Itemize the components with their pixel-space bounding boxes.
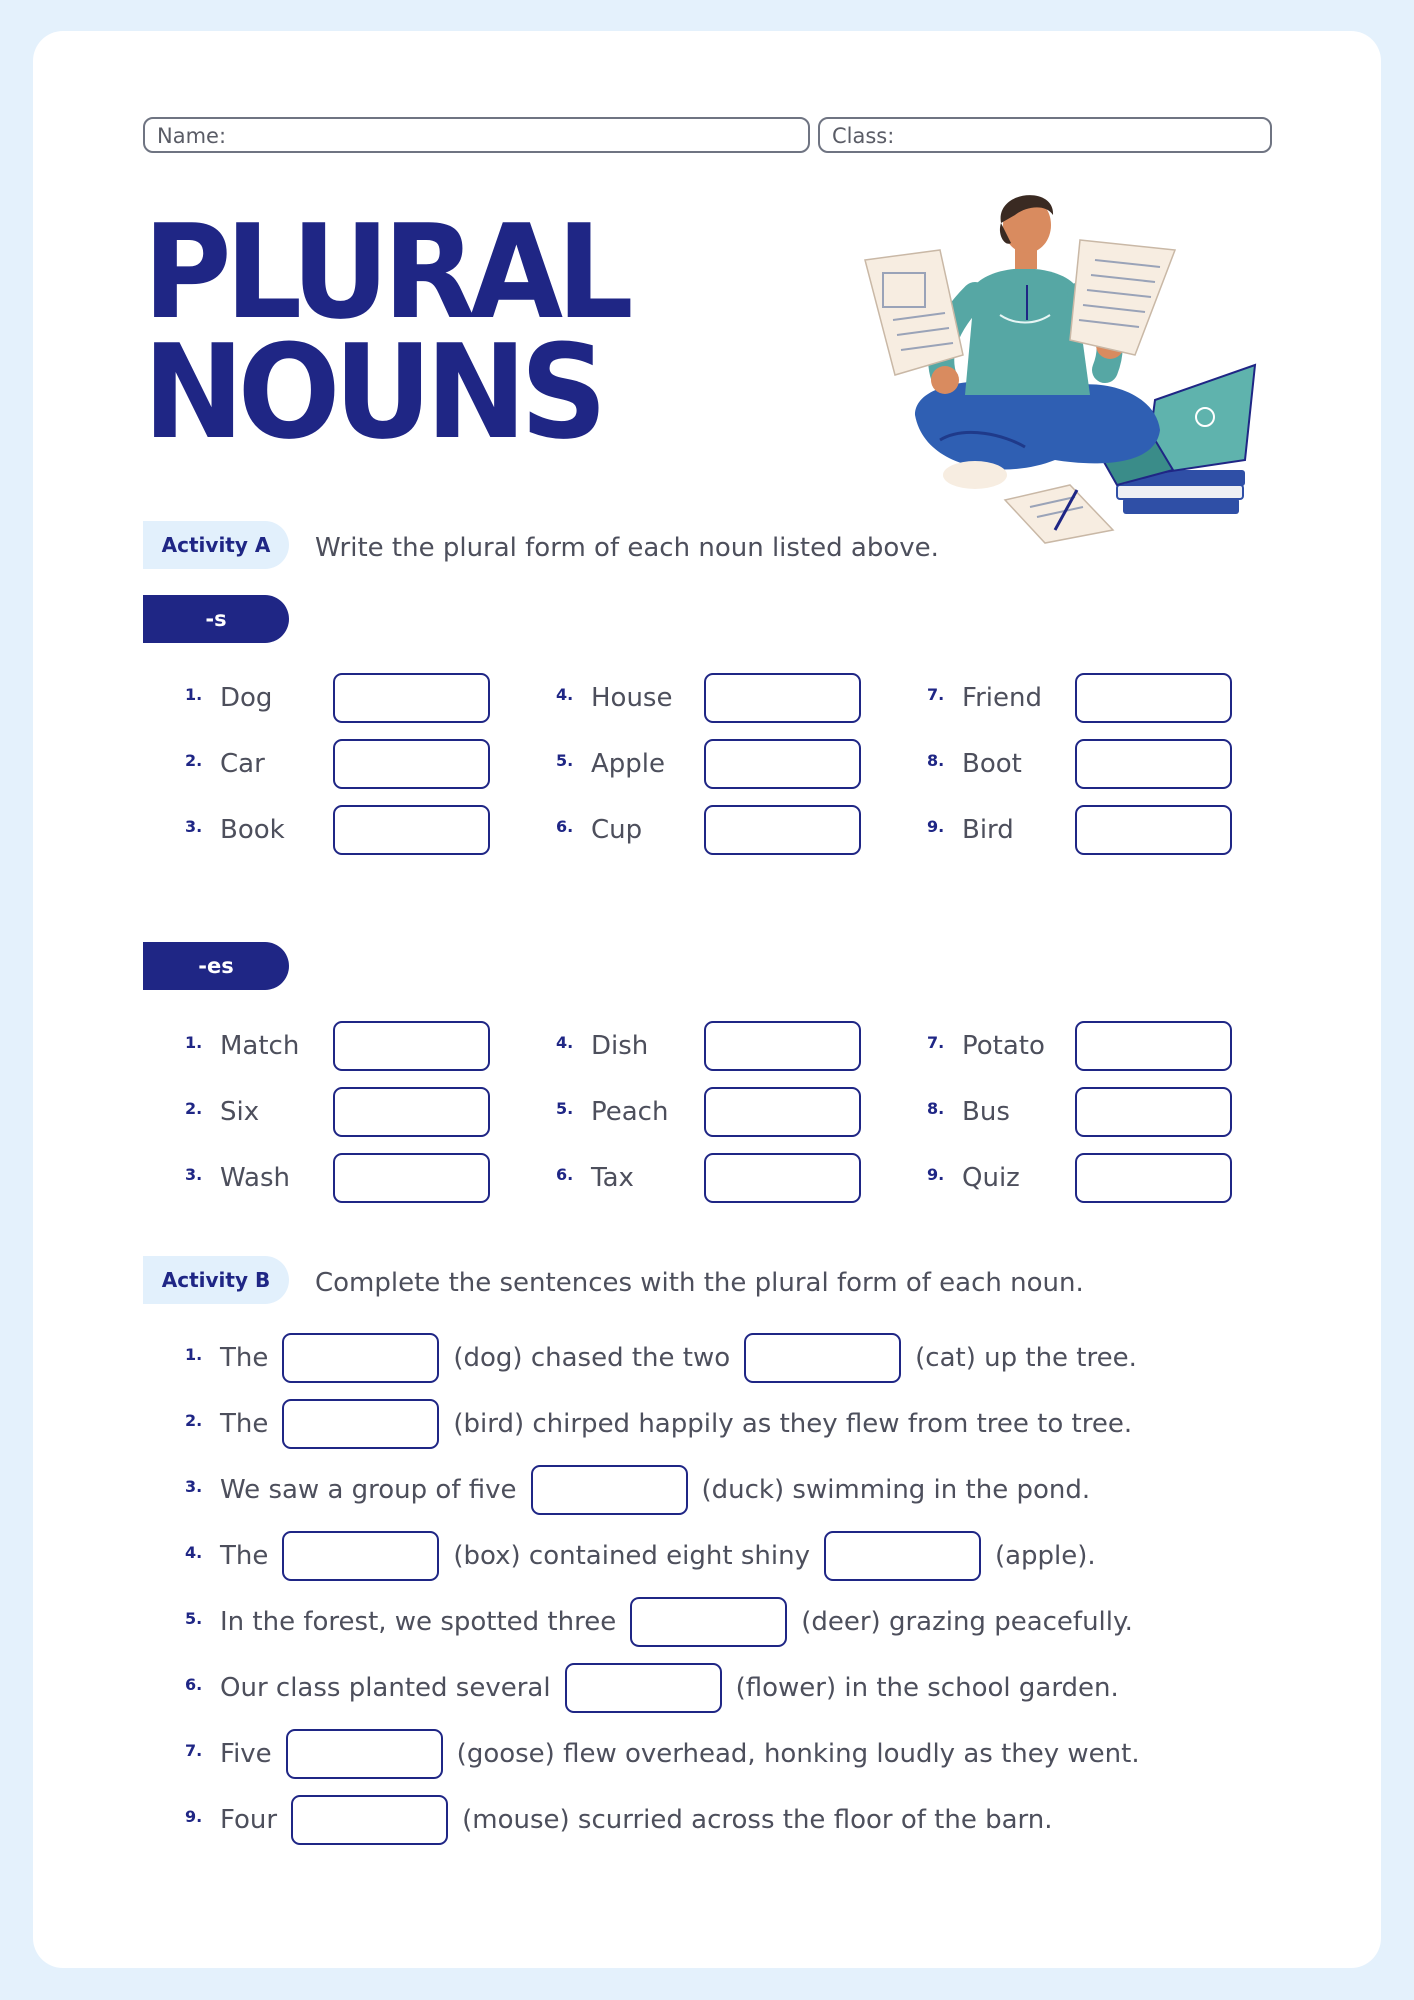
answer-box[interactable] — [333, 1087, 490, 1137]
answer-box[interactable] — [704, 1021, 861, 1071]
sentence-text: We saw a group of five — [220, 1475, 517, 1505]
item-number: 1. — [185, 1033, 203, 1052]
item-number: 4. — [556, 685, 574, 704]
noun-word: Bird — [962, 815, 1014, 845]
sentence-text: (cat) up the tree. — [915, 1343, 1137, 1373]
sentence-text: The — [220, 1343, 269, 1373]
answer-box[interactable] — [333, 1153, 490, 1203]
sentence-number: 5. — [185, 1609, 203, 1628]
title-line-2: NOUNS — [143, 316, 601, 468]
noun-word: Dog — [220, 683, 273, 713]
sentence-answer-box[interactable] — [282, 1531, 439, 1581]
item-number: 3. — [185, 1165, 203, 1184]
answer-box[interactable] — [333, 805, 490, 855]
item-number: 7. — [927, 685, 945, 704]
item-number: 5. — [556, 751, 574, 770]
sentence-text: Four — [220, 1805, 278, 1835]
sentence-text: (apple). — [994, 1541, 1096, 1571]
sentence-number: 1. — [185, 1345, 203, 1364]
sentence-answer-box[interactable] — [744, 1333, 901, 1383]
sentence-text: (flower) in the school garden. — [735, 1673, 1119, 1703]
noun-word: Six — [220, 1097, 260, 1127]
sentence-text: (goose) flew overhead, honking loudly as they went. — [456, 1739, 1140, 1769]
item-number: 9. — [927, 1165, 945, 1184]
noun-word: Car — [220, 749, 265, 779]
sentence-text: (box) contained eight shiny — [453, 1541, 810, 1571]
name-label: Name: — [157, 124, 227, 148]
item-number: 2. — [185, 751, 203, 770]
sentence-number: 4. — [185, 1543, 203, 1562]
noun-word: Cup — [591, 815, 643, 845]
sentence-text: The — [220, 1409, 269, 1439]
answer-box[interactable] — [1075, 1153, 1232, 1203]
sentence-number: 2. — [185, 1411, 203, 1430]
answer-box[interactable] — [1075, 673, 1232, 723]
group-s-label: -s — [143, 595, 289, 643]
reading-person-illustration — [855, 185, 1275, 545]
noun-word: Peach — [591, 1097, 669, 1127]
answer-box[interactable] — [333, 1021, 490, 1071]
item-number: 9. — [927, 817, 945, 836]
group-es-label: -es — [143, 942, 289, 990]
sentence-answer-box[interactable] — [565, 1663, 722, 1713]
answer-box[interactable] — [1075, 1087, 1232, 1137]
activity-b-label: Activity B — [143, 1256, 289, 1304]
answer-box[interactable] — [704, 739, 861, 789]
name-field[interactable] — [143, 117, 810, 153]
noun-word: Dish — [591, 1031, 649, 1061]
item-number: 4. — [556, 1033, 574, 1052]
sentence-answer-box[interactable] — [282, 1333, 439, 1383]
item-number: 3. — [185, 817, 203, 836]
noun-word: Bus — [962, 1097, 1010, 1127]
sentence-text: In the forest, we spotted three — [220, 1607, 617, 1637]
answer-box[interactable] — [704, 673, 861, 723]
item-number: 8. — [927, 751, 945, 770]
sentence-text: (duck) swimming in the pond. — [701, 1475, 1091, 1505]
sentence-answer-box[interactable] — [531, 1465, 688, 1515]
activity-a-instruction: Write the plural form of each noun listed above. — [315, 533, 939, 563]
sentence-answer-box[interactable] — [630, 1597, 787, 1647]
item-number: 2. — [185, 1099, 203, 1118]
sentence-text: (deer) grazing peacefully. — [801, 1607, 1133, 1637]
sentence-text: (mouse) scurried across the floor of the barn. — [462, 1805, 1053, 1835]
answer-box[interactable] — [1075, 1021, 1232, 1071]
noun-word: Friend — [962, 683, 1042, 713]
sentence-answer-box[interactable] — [286, 1729, 443, 1779]
sentence-number: 3. — [185, 1477, 203, 1496]
answer-box[interactable] — [704, 1153, 861, 1203]
answer-box[interactable] — [333, 673, 490, 723]
sentence-answer-box[interactable] — [824, 1531, 981, 1581]
noun-word: Potato — [962, 1031, 1045, 1061]
answer-box[interactable] — [333, 739, 490, 789]
sentence-number: 9. — [185, 1807, 203, 1826]
sentence-text: Our class planted several — [220, 1673, 551, 1703]
noun-word: Book — [220, 815, 285, 845]
title-line-1: PLURAL — [143, 196, 628, 348]
sentence-text: (dog) chased the two — [453, 1343, 731, 1373]
item-number: 7. — [927, 1033, 945, 1052]
activity-b-instruction: Complete the sentences with the plural form of each noun. — [315, 1268, 1084, 1298]
sentence-text: The — [220, 1541, 269, 1571]
answer-box[interactable] — [704, 805, 861, 855]
sentence-number: 7. — [185, 1741, 203, 1760]
noun-word: Match — [220, 1031, 300, 1061]
class-field[interactable] — [818, 117, 1272, 153]
noun-word: Boot — [962, 749, 1022, 779]
answer-box[interactable] — [1075, 805, 1232, 855]
item-number: 6. — [556, 817, 574, 836]
item-number: 8. — [927, 1099, 945, 1118]
sentence-text: Five — [220, 1739, 272, 1769]
item-number: 5. — [556, 1099, 574, 1118]
item-number: 1. — [185, 685, 203, 704]
noun-word: Apple — [591, 749, 666, 779]
sentence-number: 6. — [185, 1675, 203, 1694]
answer-box[interactable] — [1075, 739, 1232, 789]
answer-box[interactable] — [704, 1087, 861, 1137]
noun-word: Quiz — [962, 1163, 1020, 1193]
noun-word: Tax — [591, 1163, 634, 1193]
class-label: Class: — [832, 124, 895, 148]
page-title — [143, 196, 628, 468]
sentence-answer-box[interactable] — [282, 1399, 439, 1449]
sentence-answer-box[interactable] — [291, 1795, 448, 1845]
noun-word: Wash — [220, 1163, 291, 1193]
item-number: 6. — [556, 1165, 574, 1184]
noun-word: House — [591, 683, 673, 713]
sentence-text: (bird) chirped happily as they flew from tree to tree. — [453, 1409, 1133, 1439]
activity-a-label: Activity A — [143, 521, 289, 569]
